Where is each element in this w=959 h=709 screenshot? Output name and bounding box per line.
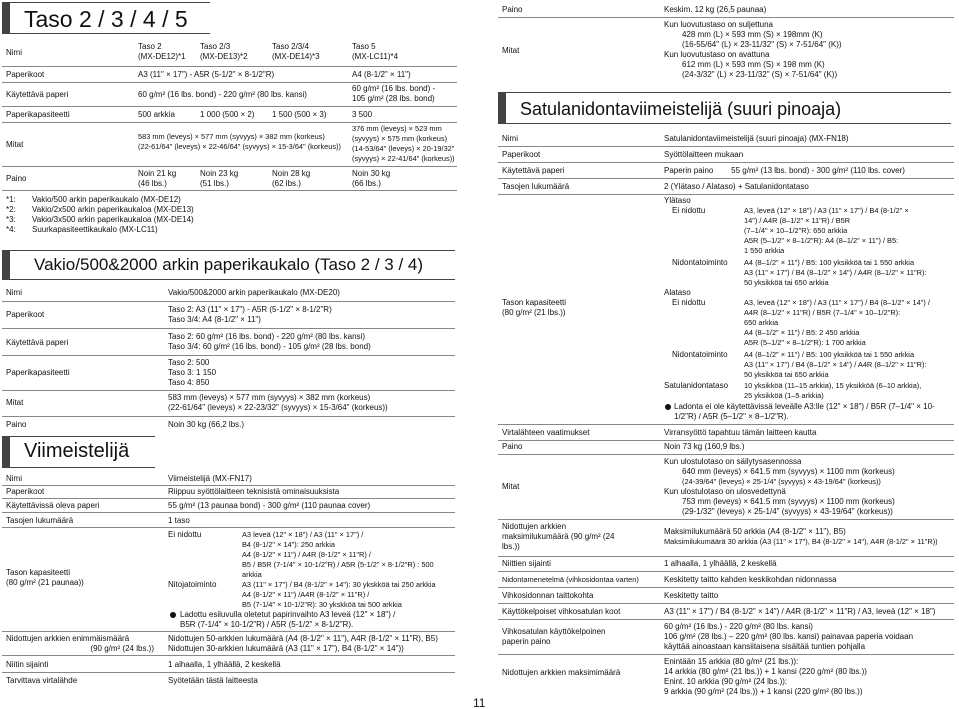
kap-taso23: 1 000 (500 × 2) (200, 110, 255, 119)
divider (2, 672, 455, 673)
divider (498, 454, 954, 455)
r-label-kaytettava: Käytettävä paperi (502, 166, 565, 175)
r-value-paperikoot: Syöttölaitteen mukaan (664, 150, 744, 159)
s2-label-mitat: Mitat (6, 398, 24, 407)
s3-nitoja-value: A3 (11" × 17") / B4 (8-1/2" × 14"): 30 ykskköä tai 250 arkkia A4 (8-1/2" × 11") /A4R (8-1/2" × 11"R) / B5 (7-1/4" × 10-1/2"R): 30 ykskköä tai 500 arkkia (242, 580, 436, 609)
paino-taso2: Noin 21 kg (46 lbs.) (138, 169, 177, 188)
s3-label-niitti: Niitin sijainti (6, 660, 49, 669)
s3-value-paperikoot: Riippuu syöttölaitteen teknisistä ominaisuuksista (168, 487, 340, 496)
row-label-paino: Paino (6, 174, 27, 183)
r-value-paino: Noin 73 kg (160,9 lbs.) (664, 442, 745, 451)
divider (498, 146, 954, 147)
s2-value-kapasiteetti: Taso 2: 500 Taso 3: 1 150 Taso 4: 850 (168, 358, 217, 387)
r-label-nidottujen: Nidottujen arkkien maksimilukumäärä (90 g/m² (24 lbs.)) (502, 522, 615, 551)
divider (498, 556, 954, 557)
divider (2, 355, 455, 356)
r-value-mitat: Kun ulostulotaso on säilytysasennossa 640 mm (leveys) × 641.5 mm (syvyys) × 1100 mm (korkeus) (24-39/64" (leveys) × 25-1/4" (syvyys) × 43-19/64" (korkeus)) Kun ulostulotaso on ulosvedettynä 753 mm (leveys) × 641.5 mm (syvyys) × 1100 mm (korkeus) (29-1/32" (leveys) × 25-1/4" (syvyys) × 43-19/64" (korkeus)) (664, 457, 895, 516)
r-u-ei-value: A3, leveä (12" × 18") / A3 (11" × 17") / B4 (8-1/2" × 14") / A4R (8–1/2" × 11"R) / B5R (7–1/4" × 10–1/2"R): 650 arkkia A5R (5–1/2" × 8–1/2"R): A4 (8–1/2" × 11") / B5: 1 550 arkkia (744, 206, 909, 255)
r-l-ni-label: Nidontatoiminto (672, 350, 728, 359)
col-taso23: Taso 2/3 (MX-DE13)*2 (200, 42, 248, 61)
col-taso234: Taso 2/3/4 (MX-DE14)*3 (272, 42, 320, 61)
r-value-satulakoot: A3 (11" × 17") / B4 (8-1/2" × 14") / A4R (8-1/2" × 11"R) / A3, leveä (12" × 18") (664, 607, 936, 616)
divider (498, 603, 954, 604)
r-label-mitat: Mitat (502, 482, 520, 491)
divider (2, 301, 455, 302)
kap-taso5: 3 500 (352, 110, 373, 119)
divider (498, 178, 954, 179)
divider (2, 631, 455, 632)
divider (498, 587, 954, 588)
r-label-virta: Virtalähteen vaatimukset (502, 428, 590, 437)
s3-label-kaytettavissa: Käytettävissä oleva paperi (6, 501, 100, 510)
divider (498, 440, 954, 441)
row-label-nimi: Nimi (6, 48, 22, 57)
divider (2, 416, 455, 417)
s2-value-paperikoot: Taso 2: A3 (11" × 17") - A5R (5-1/2" × 8-1/2"R) Taso 3/4: A4 (8-1/2" × 11") (168, 305, 332, 324)
divider (498, 17, 954, 18)
r-ylataso: Ylätaso (664, 196, 691, 205)
row-label-kapasiteetti: Paperikapasiteetti (6, 110, 70, 119)
row-label-mitat: Mitat (6, 140, 24, 149)
s3-value-tasot: 1 taso (168, 516, 190, 525)
row-label-kaytettava: Käytettävä paperi (6, 90, 69, 99)
r-label-mitat-top: Mitat (502, 46, 520, 55)
s2-label-kaytettava: Käytettävä paperi (6, 338, 69, 347)
divider (498, 571, 954, 572)
s3-bullet-text: Ladottu esiluvulla oletetut papirinvaihto A3 leveä (12" × 18") / B5R (7-1/4" × 10-1/2"R) / A5R (5-1/2" × 8-1/2"R). (180, 610, 396, 629)
divider (2, 66, 457, 67)
s3-value-kaytettavissa: 55 g/m² (13 paunaa bond) - 300 g/m² (110 paunaa cover) (168, 501, 371, 510)
r-satula-value: 10 yksikköä (11–15 arkkia), 15 yksikköä (6–10 arkkia), 25 yksikköä (1–5 arkkia) (744, 381, 922, 400)
s3-ei-nidottu-value: A3 leveä (12" × 18") / A3 (11" × 17") / B4 (8-1/2" × 14"): 250 arkkia A4 (8-1/2" × 11") / A4R (8-1/2" × 11"R) / B5 / B5R (7-1/4" × 10-1/2"R) / A5R (5-1/2" × 8-1/2"R) : 500 arkkia (242, 530, 434, 579)
divider (2, 527, 455, 528)
r-label-paino-top: Paino (502, 5, 523, 14)
r-label-nimi: Nimi (502, 134, 518, 143)
paperikoot-value-taso5: A4 (8-1/2" × 11") (352, 70, 411, 79)
r-value-nidottujen: Maksimilukumäärä 50 arkkia (A4 (8-1/2" × 11"), B5) Maksimilukumäärä 30 arkkia (A3 (11" × 17"), B4 (8-1/2" × 14"), A4R (8-1/2" × 11"R)) (664, 527, 938, 546)
footnotes: *1: Vakio/500 arkin paperikaukalo (MX-DE12) *2: Vakio/2x500 arkin paperikaukaloa (MX-DE13) *3: Vakio/3x500 arkin paperikaukaloa (MX-DE14) *4: Suurkapasiteettikaukalo (MX-LC11) (6, 195, 194, 234)
s3-label-virta: Tarvittava virtalähde (6, 676, 78, 685)
r-label-maksimimaara: Nidottujen arkkien maksimimäärä (502, 668, 621, 677)
r-value-nimi: Satulanidontaviimeistelijä (suuri pinoaja) (MX-FN18) (664, 134, 849, 143)
s2-value-kaytettava: Taso 2: 60 g/m² (16 lbs. bond) - 220 g/m² (80 lbs. kansi) Taso 3/4: 60 g/m² (16 lbs. bond) - 105 g/m² (28 lbs. bond) (168, 332, 371, 351)
r-value-maksimimaara: Enintään 15 arkkia (80 g/m² (21 lbs.)): 14 arkkia (80 g/m² (21 lbs.)) + 1 kansi (220 g/m² (80 lbs.)) Enint. 10 arkkia (90 g/m² (24 lbs.)): 9 arkkia (90 g/m² (24 lbs.)) + 1 kansi (220 g/m² (80 lbs.)) (664, 657, 867, 696)
r-label-paino: Paino (502, 442, 523, 451)
divider (498, 194, 954, 195)
r-label-niittien: Niittien sijainti (502, 559, 551, 568)
divider (498, 424, 954, 425)
s3-value-niitti: 1 alhaalla, 1 ylhäällä, 2 keskellä (168, 660, 281, 669)
r-value-niittien: 1 alhaalla, 1 ylhäällä, 2 keskellä (664, 559, 777, 568)
section-heading-vakio: Vakio/500&2000 arkin paperikaukalo (Taso 2 / 3 / 4) (34, 255, 424, 274)
r-value-tasot: 2 (Ylätaso / Alataso) + Satulanidontataso (664, 182, 809, 191)
page-number: 11 (473, 696, 486, 709)
r-value-mitat-top: Kun luovutustaso on suljettuna 428 mm (L) × 593 mm (S) × 198mm (K) (16-55/64" (L) × 23-11/32" (S) × 7-51/64" (K)) Kun luovutustaso on avattuna 612 mm (L) × 593 mm (S) × 198 mm (K) (24-3/32" (L) × 23-11/32" (S) × 7-51/64" (K)) (664, 20, 842, 79)
r-label-nidontamenetelma: Nidontamenetelmä (vihkosidontaa varten) (502, 575, 639, 584)
r-value-nidontamenetelma: Keskitetty taitto kahden keskikohdan nidonnassa (664, 575, 837, 584)
divider (2, 82, 457, 83)
bullet-icon (170, 612, 176, 618)
divider (2, 485, 455, 486)
s2-value-nimi: Vakio/500&2000 arkin paperikaukalo (MX-DE20) (168, 288, 340, 297)
r-label-kapasiteetti: Tason kapasiteetti (80 g/m² (21 lbs.)) (502, 298, 567, 317)
s3-value-nimi: Viimeistelijä (MX-FN17) (168, 474, 252, 483)
divider (2, 190, 457, 191)
r-value-paino-top: Keskim. 12 kg (26,5 paunaa) (664, 5, 767, 14)
r-label-satulapaino: Vihkosatulan käyttökelpoinen paperin paino (502, 627, 606, 646)
mitat-value: 583 mm (leveys) × 577 mm (syvyys) × 382 mm (korkeus) (22-61/64" (leveys) × 22-46/64" (syvyys) × 15-3/64" (korkeus)) (138, 132, 341, 151)
divider (2, 106, 457, 107)
divider (2, 122, 457, 123)
bullet-icon (665, 404, 671, 410)
r-value-virta: Virransyöttö tapahtuu tämän laitteen kautta (664, 428, 817, 437)
row-label-paperikoot: Paperikoot (6, 70, 45, 79)
divider (2, 390, 455, 391)
paino-taso5: Noin 30 kg (66 lbs.) (352, 169, 391, 188)
r-u-ei-label: Ei nidottu (672, 206, 706, 215)
paperikoot-value: A3 (11" × 17") - A5R (5-1/2" × 8-1/2"R) (138, 70, 275, 79)
col-taso2: Taso 2 (MX-DE12)*1 (138, 42, 186, 61)
r-label-satulakoot: Käyttökelpoiset vihkosatulan koot (502, 607, 621, 616)
divider (498, 162, 954, 163)
mitat-value-taso5: 376 mm (leveys) × 523 mm (syvyys) × 575 mm (korkeus) (14-53/64" (leveys) × 20-19/32" (syvyys) × 22-41/64" (korkeus)) (352, 124, 455, 163)
kaytettava-value-taso5: 60 g/m² (16 lbs. bond) - 105 g/m² (28 lbs. bond) (352, 84, 436, 103)
divider (498, 654, 954, 655)
r-label-tasot: Tasojen lukumäärä (502, 182, 570, 191)
r-u-ni-value: A4 (8–1/2" × 11") / B5: 100 yksikköä tai 1 550 arkkia A3 (11" × 17") / B4 (8–1/2" × 14") / A4R (8–1/2" × 11"R): 50 yksikköä tai 650 arkkia (744, 258, 927, 287)
r-l-ei-label: Ei nidottu (672, 298, 706, 307)
r-u-ni-label: Nidontatoiminto (672, 258, 728, 267)
kaytettava-value: 60 g/m² (16 lbs. bond) - 220 g/m² (80 lbs. kansi) (138, 90, 307, 99)
r-satula-label: Satulanidontataso (664, 381, 729, 390)
s3-ei-nidottu-label: Ei nidottu (168, 530, 202, 539)
r-value-satulapaino: 60 g/m² (16 lbs.) - 220 g/m² (80 lbs. kansi) 106 g/m² (28 lbs.) – 220 g/m² (80 lbs. kansi) painavaa paperia voidaan käyttää ainoastaan kansiitaisena sisältää tuntien pohjalla (664, 622, 914, 651)
s2-value-mitat: 583 mm (leveys) × 577 mm (syvyys) × 382 mm (korkeus) (22-61/64" (leveys) × 22-23/32" (syvyys) × 15-3/64" (korkeus)) (168, 393, 388, 412)
s2-value-paino: Noin 30 kg (66,2 lbs.) (168, 420, 245, 429)
r-value-taittokohta: Keskitetty taitto (664, 591, 719, 600)
r-l-ei-value: A3, leveä (12" × 18") / A3 (11" × 17") / B4 (8–1/2" × 14") / A4R (8–1/2" × 11"R) / B5R (7–1/4" × 10–1/2"R): 650 arkkia A4 (8–1/2" × 11") / B5: 2 450 arkkia A5R (5–1/2" × 8–1/2"R): 1 700 arkkia (744, 298, 930, 347)
r-l-ni-value: A4 (8–1/2" × 11") / B5: 100 yksikköä tai 1 550 arkkia A3 (11" × 17") / B4 (8–1/2" × 14") / A4R (8–1/2" × 11"R): 50 yksikköä tai 650 arkkia (744, 350, 927, 379)
divider (2, 512, 455, 513)
page-title: Taso 2 / 3 / 4 / 5 (24, 6, 188, 32)
divider (498, 519, 954, 520)
r-alataso: Alataso (664, 288, 691, 297)
r-label-taittokohta: Vihkosidonnan taittokohta (502, 591, 594, 600)
kap-taso2: 500 arkkia (138, 110, 175, 119)
col-taso5: Taso 5 (MX-LC11)*4 (352, 42, 399, 61)
s3-label-paperikoot: Paperikoot (6, 487, 45, 496)
divider (2, 655, 455, 656)
kap-taso234: 1 500 (500 × 3) (272, 110, 327, 119)
s3-label-kapasiteetti: Tason kapasiteetti (80 g/m² (21 paunaa)) (6, 568, 84, 587)
paino-taso234: Noin 28 kg (62 lbs.) (272, 169, 311, 188)
divider (2, 166, 457, 167)
s2-label-nimi: Nimi (6, 288, 22, 297)
s3-value-virta: Syötetään tästä laitteesta (168, 676, 258, 685)
s2-label-paperikoot: Paperikoot (6, 310, 45, 319)
r-value-kaytettava: Paperin paino 55 g/m² (13 lbs. bond) - 300 g/m² (110 lbs. cover) (664, 166, 905, 175)
divider (2, 328, 455, 329)
divider (498, 619, 954, 620)
s3-nitoja-label: Nitojatoiminto (168, 580, 217, 589)
s3-label-nimi: Nimi (6, 474, 22, 483)
s3-value-max: Nidottujen 50-arkkien lukumäärä (A4 (8-1/2" × 11"), A4R (8-1/2" × 11"R), B5) Nidottujen 30-arkkien lukumäärä (A3 (11" × 17"), B4 (8-1/2" × 14")) (168, 634, 438, 653)
s2-label-paino: Paino (6, 420, 27, 429)
r-label-paperikoot: Paperikoot (502, 150, 541, 159)
divider (2, 498, 455, 499)
section-heading-viimeistelija: Viimeistelijä (24, 440, 130, 462)
section-heading-satula: Satulanidontaviimeistelijä (suuri pinoaja) (520, 99, 842, 119)
s2-label-kapasiteetti: Paperikapasiteetti (6, 368, 70, 377)
paino-taso23: Noin 23 kg (51 lbs.) (200, 169, 239, 188)
r-bullet-text: Ladonta ei ole käytettävissä leveälle A3:lle (12" × 18") / B5R (7–1/4" × 10- 1/2"R) / A5R (5–1/2" × 8–1/2"R). (674, 402, 935, 421)
s3-label-tasot: Tasojen lukumäärä (6, 516, 74, 525)
s3-label-max: Nidottujen arkkien enimmäismäärä (90 g/m² (24 lbs.)) (6, 634, 154, 653)
